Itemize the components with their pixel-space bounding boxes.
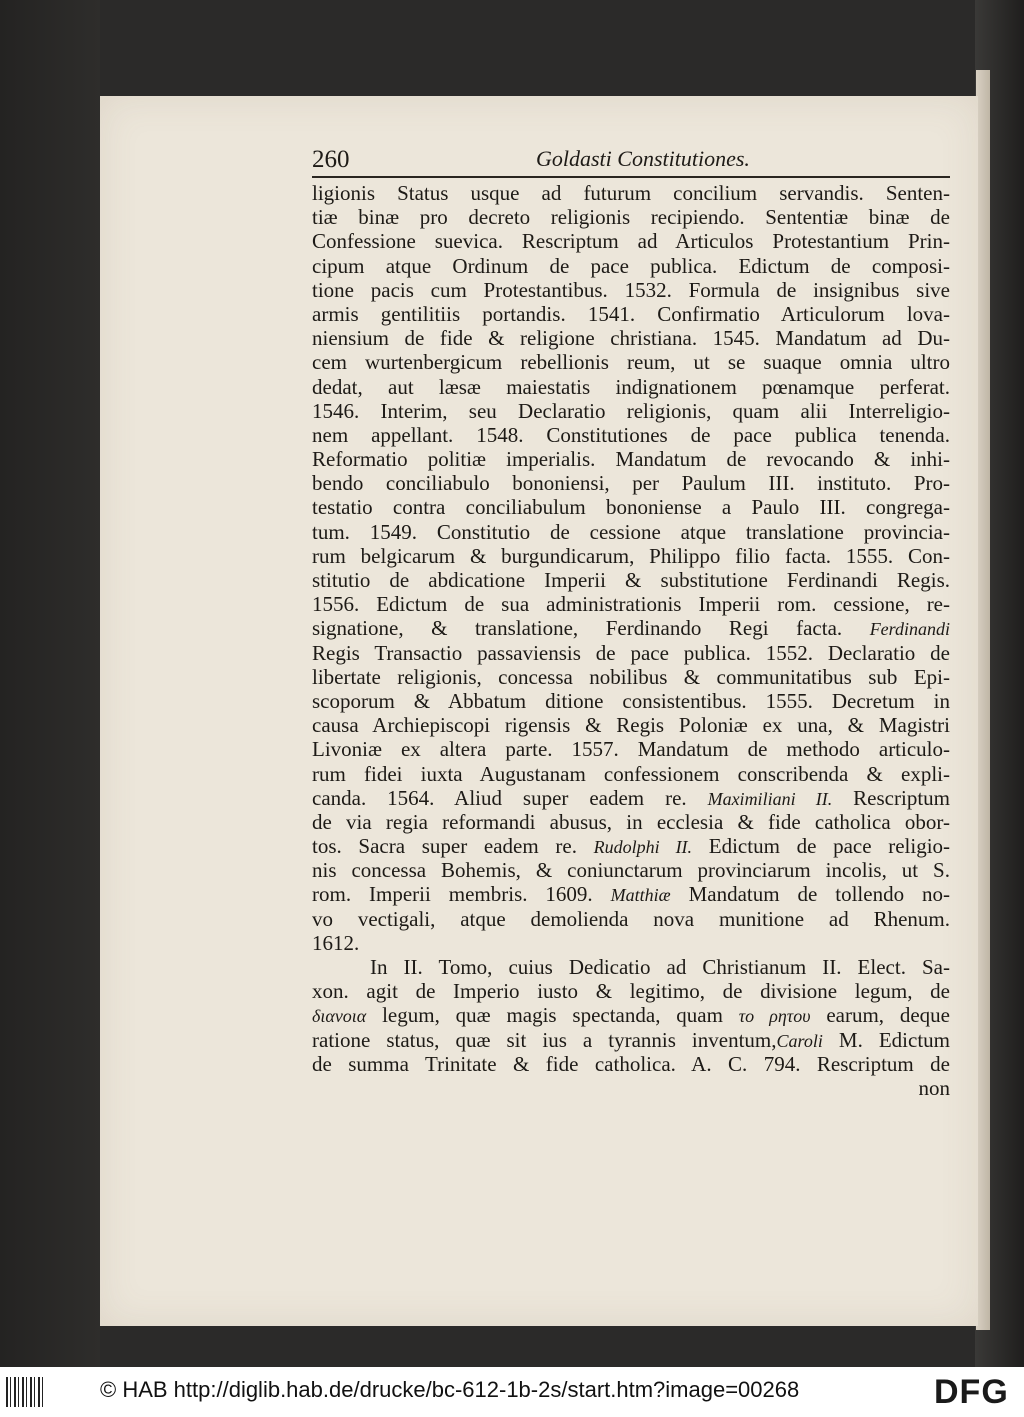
- text-line: xon. agit de Imperio iusto & legitimo, de divisione legum, de: [312, 979, 950, 1004]
- catchword: non: [918, 1075, 950, 1100]
- text-line: rum belgicarum & burgundicarum, Philippo filio facta. 1555. Con-: [312, 543, 950, 568]
- italic-name: Ferdinandi: [869, 619, 950, 640]
- text-segment: earum, deque: [826, 1003, 950, 1028]
- barcode-icon: [6, 1377, 46, 1407]
- italic-name: Caroli: [776, 1030, 823, 1051]
- text-line: nem appellant. 1548. Constitutiones de pace publica tenenda.: [312, 422, 950, 447]
- text-line: causa Archiepiscopi rigensis & Regis Poloniæ ex una, & Magistri: [312, 713, 950, 738]
- body-text: [312, 181, 950, 1100]
- text-segment: rom. Imperii membris. 1609.: [312, 882, 593, 907]
- text-line: In II. Tomo, cuius Dedicatio ad Christianum II. Elect. Sa-: [370, 955, 950, 979]
- text-line: 1612.: [312, 930, 360, 955]
- text-segment: Rescriptum: [853, 785, 950, 810]
- text-line: Livoniæ ex altera parte. 1557. Mandatum de methodo articulo-: [312, 737, 950, 762]
- text-segment: M. Edictum: [838, 1027, 950, 1052]
- text-line: tiæ binæ pro decreto religionis recipiendo. Sententiæ binæ de: [312, 205, 950, 230]
- text-line: stitutio de abdicatione Imperii & substitutione Ferdinandi Regis.: [312, 568, 950, 592]
- text-line: [312, 1003, 950, 1027]
- running-title: Goldasti Constitutiones.: [536, 146, 750, 171]
- text-line: dedat, aut læsæ maiestatis indignationem pœnamque perferat.: [312, 374, 950, 399]
- text-line: bendo conciliabulo bononiensi, per Paulum III. instituto. Pro-: [312, 471, 950, 496]
- text-line: [312, 1028, 950, 1052]
- text-line: Confessione suevica. Rescriptum ad Articulos Protestantium Prin-: [312, 229, 950, 254]
- text-line: [312, 616, 950, 640]
- text-line: ligionis Status usque ad futurum concilium servandis. Senten-: [312, 181, 950, 205]
- text-line: 1546. Interim, seu Declaratio religionis, quam alii Interreligio-: [312, 398, 950, 423]
- italic-name: Rudolphi II.: [593, 837, 693, 858]
- viewer-footer: [0, 1367, 1024, 1417]
- text-segment: signatione, & translatione, Ferdinando Regi facta.: [312, 616, 843, 641]
- text-line: vo vectigali, atque demolienda nova munitione ad Rhenum.: [312, 906, 950, 931]
- text-line: nis concessa Bohemis, & coniunctarum provinciarum incolis, ut S.: [312, 858, 950, 883]
- greek-word: τo ρητoυ: [738, 1006, 811, 1027]
- text-line: scoporum & Abbatum ditione consistentibus. 1555. Decretum in: [312, 688, 950, 713]
- text-segment: tos. Sacra super eadem re.: [312, 834, 577, 859]
- text-line: libertate religionis, concessa nobilibus & communitatibus sub Epi-: [312, 664, 950, 689]
- text-segment: canda. 1564. Aliud super eadem re.: [312, 785, 687, 810]
- text-line: tum. 1549. Constitutio de cessione atque translatione provincia-: [312, 519, 950, 544]
- page-edge: [976, 70, 990, 1330]
- text-segment: ratione status, quæ sit ius a tyrannis inventum,: [312, 1027, 777, 1052]
- text-line: cem wurtenbergicum rebellionis reum, ut se suaque omnia ultro: [312, 350, 950, 375]
- text-line: rum fidei iuxta Augustanam confessionem conscribenda & expli-: [312, 761, 950, 786]
- page-header: [312, 146, 952, 180]
- header-rule: [312, 176, 950, 178]
- copyright-link[interactable]: © HAB http://diglib.hab.de/drucke/bc-612-1b-2s/start.htm?image=00268: [100, 1377, 800, 1402]
- italic-name: Matthiæ: [610, 885, 671, 906]
- text-line: armis gentilitiis portandis. 1541. Confirmatio Articulorum lova-: [312, 301, 950, 326]
- text-line: 1556. Edictum de sua administrationis Imperii rom. cessione, re-: [312, 592, 950, 617]
- text-line: Regis Transactio passaviensis de pace publica. 1552. Declaratio de: [312, 640, 950, 665]
- text-line: Reformatio politiæ imperialis. Mandatum de revocando & inhi-: [312, 447, 950, 472]
- text-line: cipum atque Ordinum de pace publica. Edictum de composi-: [312, 253, 950, 278]
- dfg-logo: DFG: [934, 1373, 1009, 1411]
- text-line: [312, 834, 950, 858]
- text-line: [312, 786, 950, 810]
- scan-background-left: [0, 0, 100, 1367]
- text-segment: Edictum de pace religio-: [708, 834, 950, 859]
- page-number: 260: [312, 146, 350, 173]
- text-segment: legum, quæ magis spectanda, quam: [382, 1003, 723, 1028]
- text-line: tione pacis cum Protestantibus. 1532. Formula de insignibus sive: [312, 277, 950, 302]
- italic-name: Maximiliani II.: [707, 788, 833, 809]
- text-line: testatio contra conciliabulum bononiense a Paulo III. congrega-: [312, 495, 950, 520]
- text-line: [312, 882, 950, 906]
- text-line: de summa Trinitate & fide catholica. A. C. 794. Rescriptum de: [312, 1051, 950, 1076]
- text-line: niensium de fide & religione christiana. 1545. Mandatum ad Du-: [312, 326, 950, 351]
- greek-word: διανοια: [312, 1006, 367, 1027]
- text-line: de via regia reformandi abusus, in ecclesia & fide catholica obor-: [312, 809, 950, 834]
- text-segment: Mandatum de tollendo no-: [688, 882, 950, 907]
